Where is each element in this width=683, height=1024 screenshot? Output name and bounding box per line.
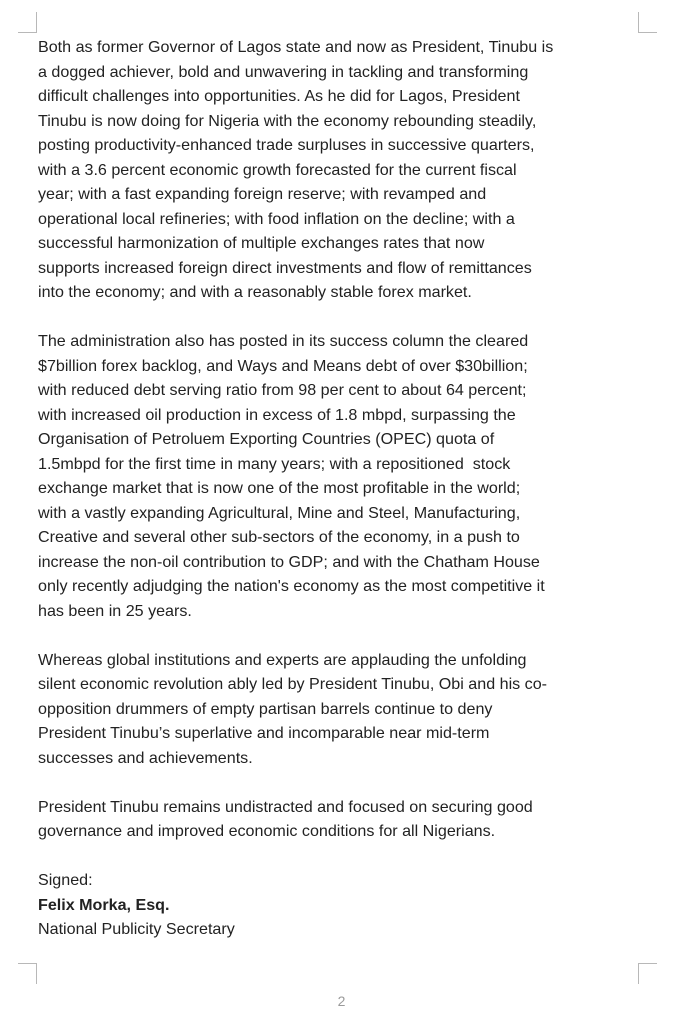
page-corner-mark-top-right bbox=[638, 12, 657, 33]
signature-label: Signed: bbox=[38, 871, 93, 889]
text-line: Organisation of Petroluem Exporting Countries (OPEC) quota of bbox=[38, 430, 495, 448]
paragraph-2 bbox=[38, 329, 643, 623]
text-line: into the economy; and with a reasonably stable forex market. bbox=[38, 283, 472, 301]
text-line: a dogged achiever, bold and unwavering in tackling and transforming bbox=[38, 62, 529, 81]
text-line: governance and improved economic conditions for all Nigerians. bbox=[38, 822, 496, 840]
text-line: 1.5mbpd for the first time in many years; with a repositioned stock bbox=[38, 454, 511, 473]
paragraph-3 bbox=[38, 648, 643, 771]
text-line: year; with a fast expanding foreign reserve; with revamped and bbox=[38, 185, 487, 203]
text-line: Creative and several other sub-sectors of the economy, in a push to bbox=[38, 528, 520, 546]
paragraph-4 bbox=[38, 795, 643, 844]
text-line: Whereas global institutions and experts are applauding the unfolding bbox=[38, 650, 527, 669]
signatory-title: National Publicity Secretary bbox=[38, 920, 235, 938]
text-line: only recently adjudging the nation's economy as the most competitive it bbox=[38, 577, 545, 595]
page-corner-mark-bottom-right bbox=[638, 963, 657, 984]
text-line: The administration also has posted in its success column the cleared bbox=[38, 332, 529, 350]
text-line: has been in 25 years. bbox=[38, 601, 192, 620]
text-line: with reduced debt serving ratio from 98 per cent to about 64 percent; bbox=[38, 381, 527, 399]
paragraph-1 bbox=[38, 35, 643, 305]
page-corner-mark-bottom-left bbox=[18, 963, 37, 984]
signatory-name: Felix Morka, Esq. bbox=[38, 895, 170, 914]
text-line: successes and achievements. bbox=[38, 748, 253, 767]
text-line: with a vastly expanding Agricultural, Mine and Steel, Manufacturing, bbox=[38, 503, 521, 522]
text-line: Both as former Governor of Lagos state and now as President, Tinubu is bbox=[38, 38, 554, 56]
text-line: President Tinubu’s superlative and incomparable near mid-term bbox=[38, 724, 490, 742]
page-corner-mark-top-left bbox=[18, 12, 37, 33]
text-line: operational local refineries; with food inflation on the decline; with a bbox=[38, 209, 515, 228]
page-number: 2 bbox=[337, 993, 346, 1009]
document-body bbox=[38, 35, 643, 942]
text-line: with increased oil production in excess of 1.8 mbpd, surpassing the bbox=[38, 405, 516, 424]
text-line: $7billion forex backlog, and Ways and Means debt of over $30billion; bbox=[38, 356, 528, 375]
text-line: exchange market that is now one of the most profitable in the world; bbox=[38, 479, 521, 497]
text-line: supports increased foreign direct investments and flow of remittances bbox=[38, 258, 532, 277]
text-line: successful harmonization of multiple exchanges rates that now bbox=[38, 234, 485, 252]
text-line: difficult challenges into opportunities. As he did for Lagos, President bbox=[38, 87, 520, 105]
text-line: silent economic revolution ably led by President Tinubu, Obi and his co- bbox=[38, 675, 548, 693]
text-line: increase the non-oil contribution to GDP; and with the Chatham House bbox=[38, 552, 540, 571]
text-line: President Tinubu remains undistracted and focused on securing good bbox=[38, 797, 533, 816]
text-line: Tinubu is now doing for Nigeria with the economy rebounding steadily, bbox=[38, 111, 537, 130]
text-line: with a 3.6 percent economic growth forecasted for the current fiscal bbox=[38, 160, 517, 179]
text-line: posting productivity-enhanced trade surpluses in successive quarters, bbox=[38, 136, 535, 154]
signature-block bbox=[38, 868, 643, 942]
text-line: opposition drummers of empty partisan barrels continue to deny bbox=[38, 699, 493, 718]
